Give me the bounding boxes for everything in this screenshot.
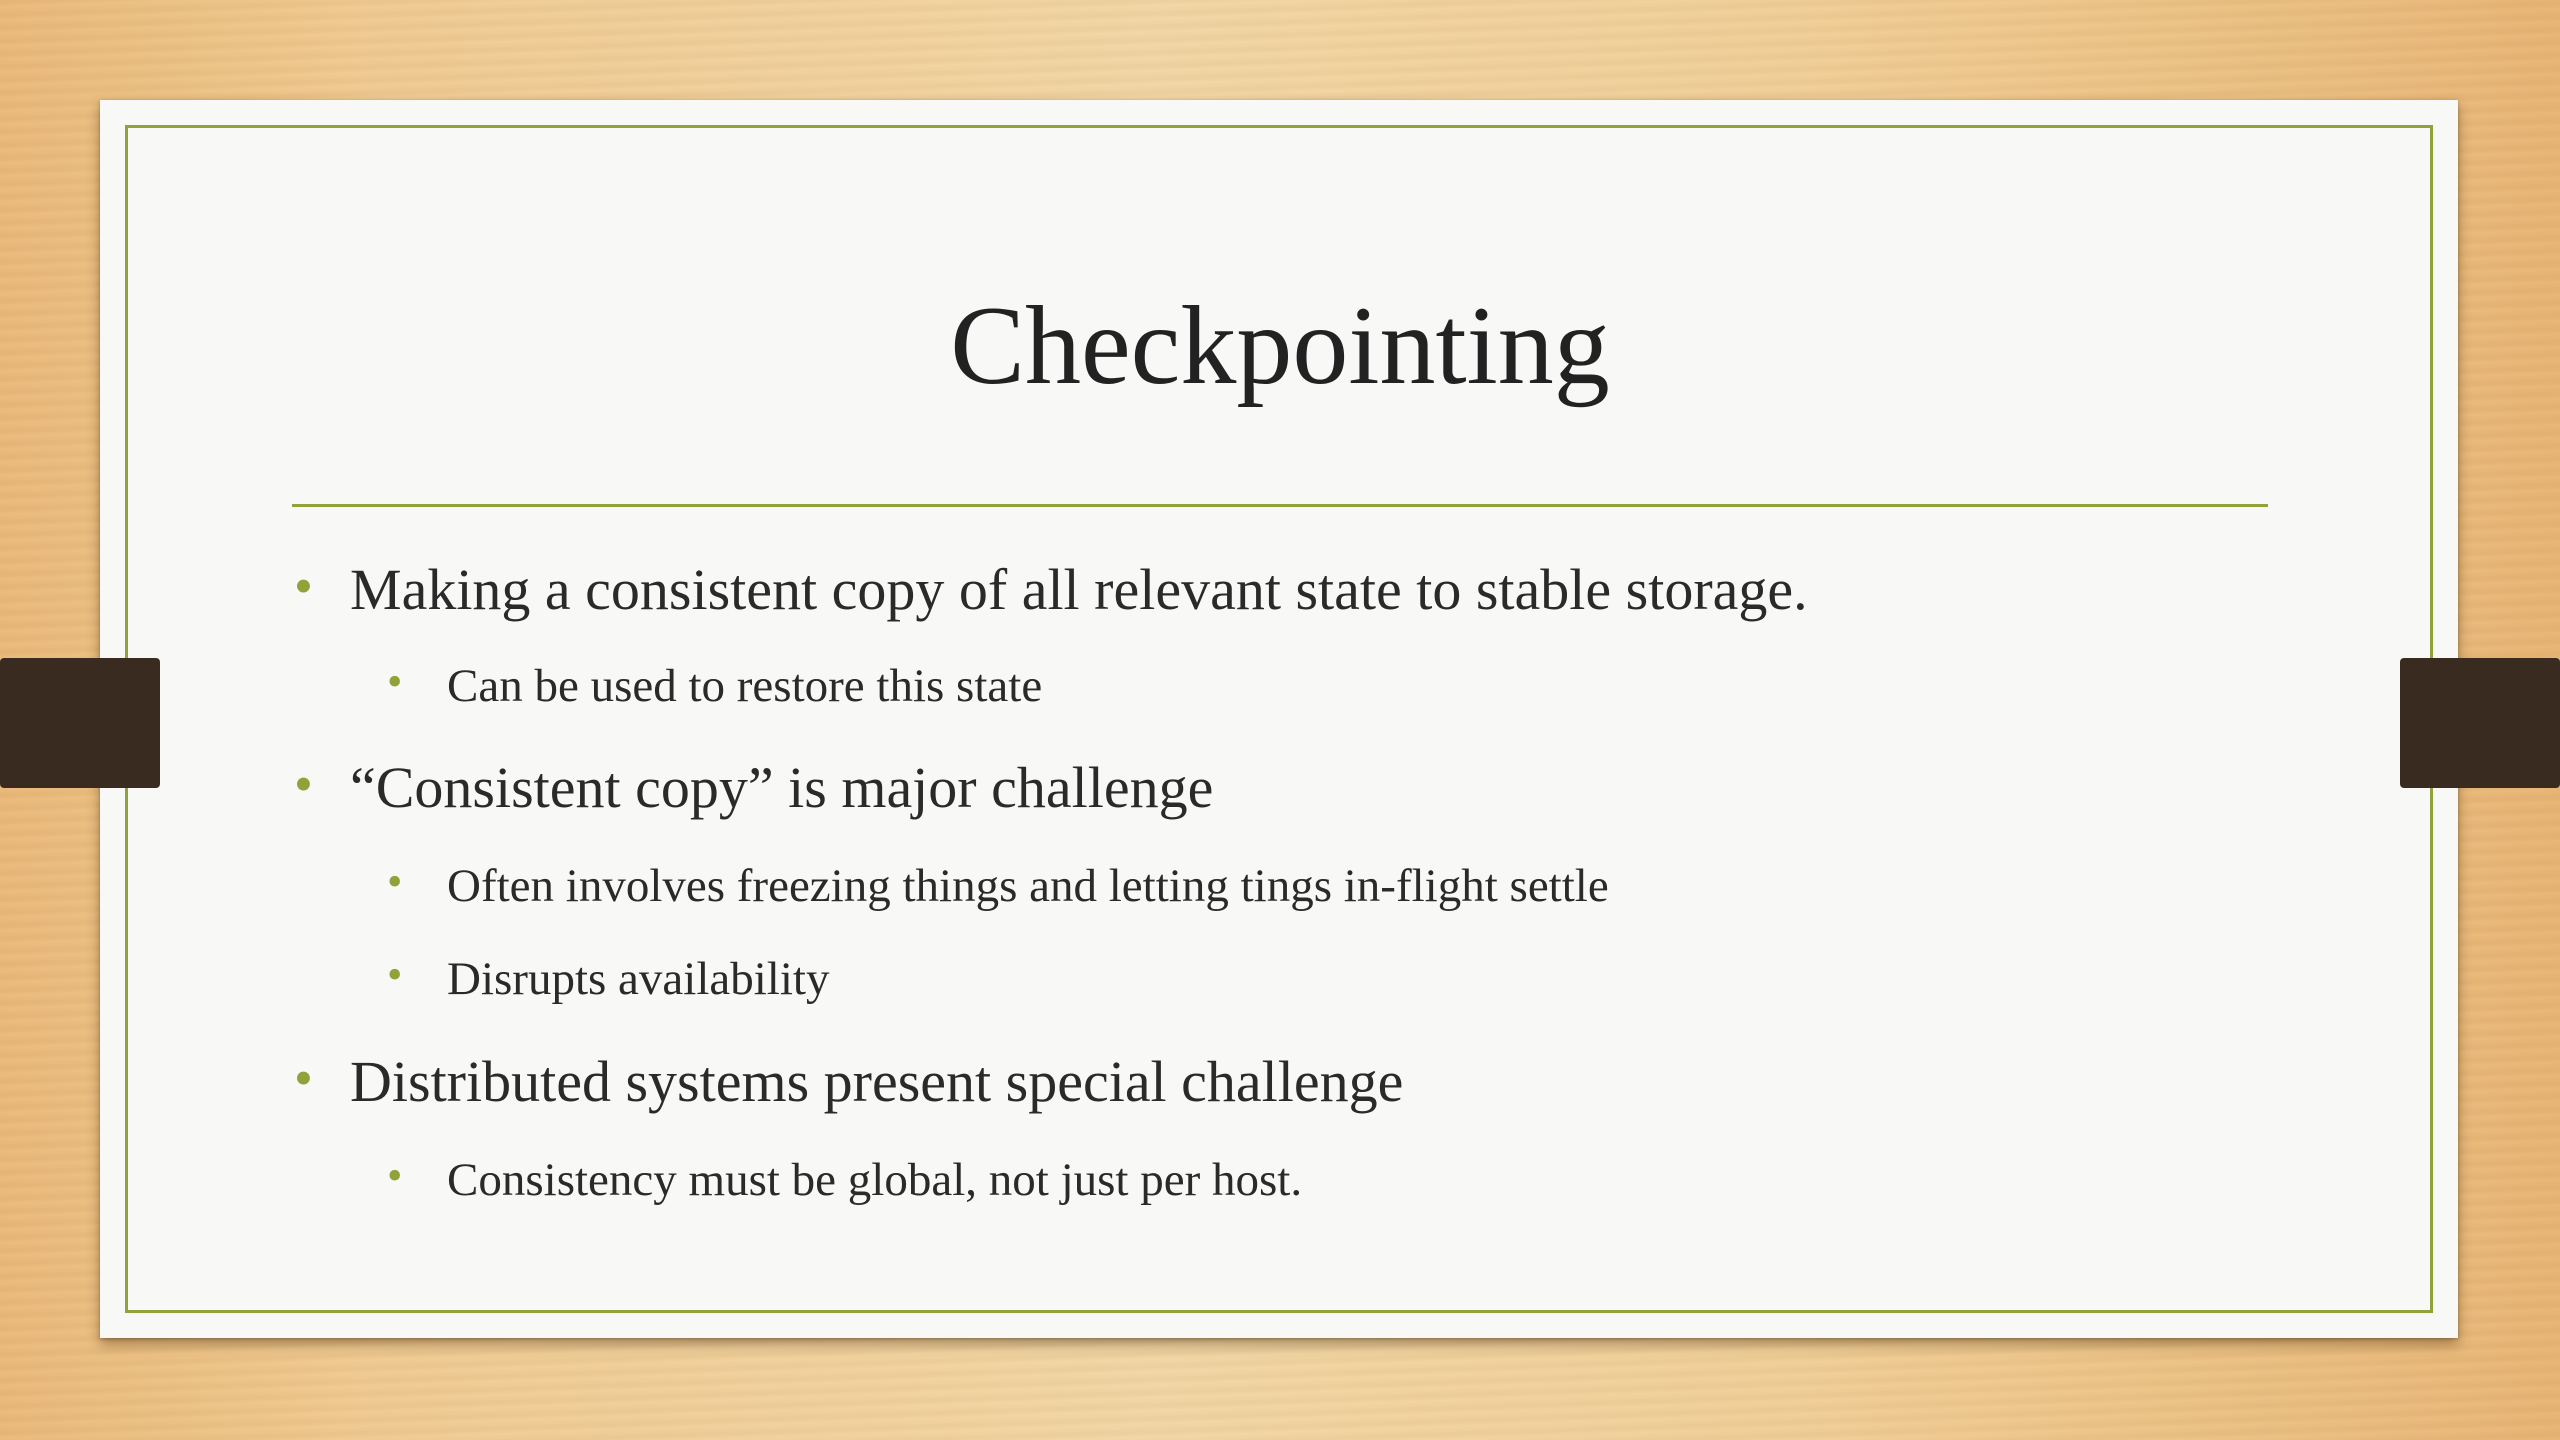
sub-bullet-item [387, 1150, 1303, 1210]
bullet-text: Disrupts availability [447, 953, 830, 1005]
sub-bullet-item [387, 856, 1609, 916]
bullet-dot-icon: • [294, 754, 313, 814]
bullet-dot-icon: • [294, 1048, 313, 1108]
bullet-item [294, 554, 1808, 626]
bullet-item [294, 1046, 1404, 1118]
bullet-text: Making a consistent copy of all relevant state to stable storage. [350, 557, 1808, 622]
bullet-text: “Consistent copy” is major challenge [350, 755, 1214, 820]
bullet-dot-icon: • [294, 556, 313, 616]
bullet-item [294, 752, 1214, 824]
sub-bullet-item [387, 949, 830, 1009]
slide-title: Checkpointing [950, 284, 1610, 408]
bullet-dot-icon: • [387, 1151, 403, 1200]
bullet-text: Often involves freezing things and letting tings in-flight settle [447, 860, 1609, 912]
bullet-dot-icon: • [387, 657, 403, 706]
bullet-text: Consistency must be global, not just per host. [447, 1154, 1303, 1206]
bullet-dot-icon: • [387, 950, 403, 999]
bullet-text: Can be used to restore this state [447, 660, 1043, 712]
bullet-text: Distributed systems present special challenge [350, 1049, 1404, 1114]
sub-bullet-item [387, 656, 1043, 716]
bullet-dot-icon: • [387, 857, 403, 906]
